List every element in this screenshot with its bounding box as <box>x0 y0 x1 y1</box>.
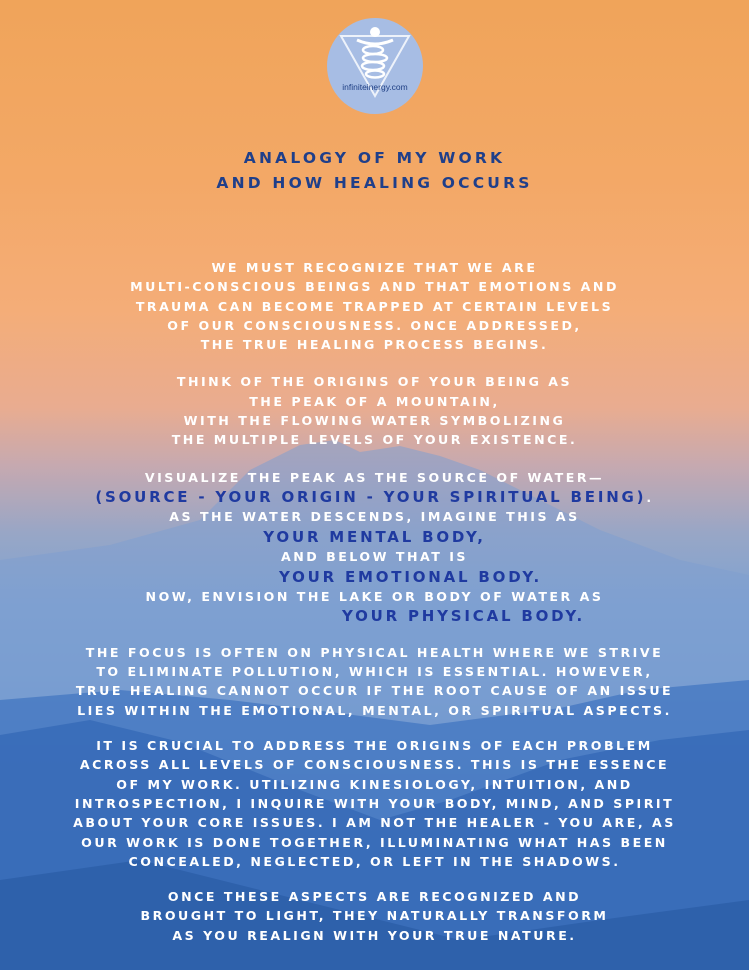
text-line: AS YOU REALIGN WITH YOUR TRUE NATURE. <box>172 927 577 943</box>
text-line: OF OUR CONSCIOUSNESS. ONCE ADDRESSED, <box>167 317 582 333</box>
emotional-body-highlight: YOUR EMOTIONAL BODY. <box>278 567 543 586</box>
text-line: THINK OF THE ORIGINS OF YOUR BEING AS <box>176 374 573 390</box>
source-line <box>0 487 749 508</box>
paragraph-transform <box>0 887 749 945</box>
text-line: TRUE HEALING CANNOT OCCUR IF THE ROOT CAUSE OF AN ISSUE <box>75 683 674 699</box>
text-line: WITH THE FLOWING WATER SYMBOLIZING <box>183 413 566 429</box>
text-line: MULTI-CONSCIOUS BEINGS AND THAT EMOTIONS AND <box>130 279 619 295</box>
paragraph-visualize <box>0 468 749 627</box>
text-line: THE FOCUS IS OFTEN ON PHYSICAL HEALTH WHERE WE STRIVE <box>85 644 664 660</box>
paragraph-crucial <box>0 736 749 871</box>
text-line: AND BELOW THAT IS <box>280 549 468 565</box>
content <box>0 146 749 945</box>
paragraph-recognize <box>0 258 749 354</box>
text-line: THE TRUE HEALING PROCESS BEGINS. <box>200 337 549 353</box>
text-line: ABOUT YOUR CORE ISSUES. I AM NOT THE HEALER - YOU ARE, AS <box>73 815 676 831</box>
text-line: CONCEALED, NEGLECTED, OR LEFT IN THE SHADOWS. <box>128 853 621 869</box>
source-highlight: (SOURCE - YOUR ORIGIN - YOUR SPIRITUAL BEING) <box>95 487 647 506</box>
text-line: LIES WITHIN THE EMOTIONAL, MENTAL, OR SPIRITUAL ASPECTS. <box>77 702 672 718</box>
page-title <box>0 146 749 196</box>
text-line: BROUGHT TO LIGHT, THEY NATURALLY TRANSFORM <box>140 908 609 924</box>
text-line: ONCE THESE ASPECTS ARE RECOGNIZED AND <box>167 889 582 905</box>
mental-body-highlight: YOUR MENTAL BODY, <box>263 527 486 546</box>
logo-text: infiniteinergy.com <box>342 82 408 92</box>
title-line: AND HOW HEALING OCCURS <box>216 174 533 192</box>
text-line: TRAUMA CAN BECOME TRAPPED AT CERTAIN LEVELS <box>135 298 614 314</box>
paragraph-mountain <box>0 372 749 449</box>
text-line: INTROSPECTION, I INQUIRE WITH YOUR BODY, MIND, AND SPIRIT <box>74 795 675 811</box>
physical-body-highlight: YOUR PHYSICAL BODY. <box>341 607 586 626</box>
text-line: ACROSS ALL LEVELS OF CONSCIOUSNESS. THIS IS THE ESSENCE <box>79 757 670 773</box>
text-line: OF MY WORK. UTILIZING KINESIOLOGY, INTUITION, AND <box>116 776 633 792</box>
spiral-figure-icon <box>327 18 423 114</box>
text-line: WE MUST RECOGNIZE THAT WE ARE <box>211 260 538 275</box>
text-line: VISUALIZE THE PEAK AS THE SOURCE OF WATER— <box>144 469 605 485</box>
text-line: THE MULTIPLE LEVELS OF YOUR EXISTENCE. <box>171 432 578 448</box>
title-line: ANALOGY OF MY WORK <box>243 149 506 167</box>
paragraph-focus <box>0 643 749 720</box>
text-line: IT IS CRUCIAL TO ADDRESS THE ORIGINS OF EACH PROBLEM <box>96 738 653 754</box>
logo <box>327 18 423 114</box>
text-line: TO ELIMINATE POLLUTION, WHICH IS ESSENTIAL. HOWEVER, <box>96 664 653 680</box>
source-period: . <box>646 489 654 505</box>
text-line: NOW, ENVISION THE LAKE OR BODY OF WATER AS <box>145 589 604 605</box>
text-line: OUR WORK IS DONE TOGETHER, ILLUMINATING WHAT HAS BEEN <box>81 834 668 850</box>
text-line: THE PEAK OF A MOUNTAIN, <box>249 393 500 409</box>
text-line: AS THE WATER DESCENDS, IMAGINE THIS AS <box>169 509 580 525</box>
